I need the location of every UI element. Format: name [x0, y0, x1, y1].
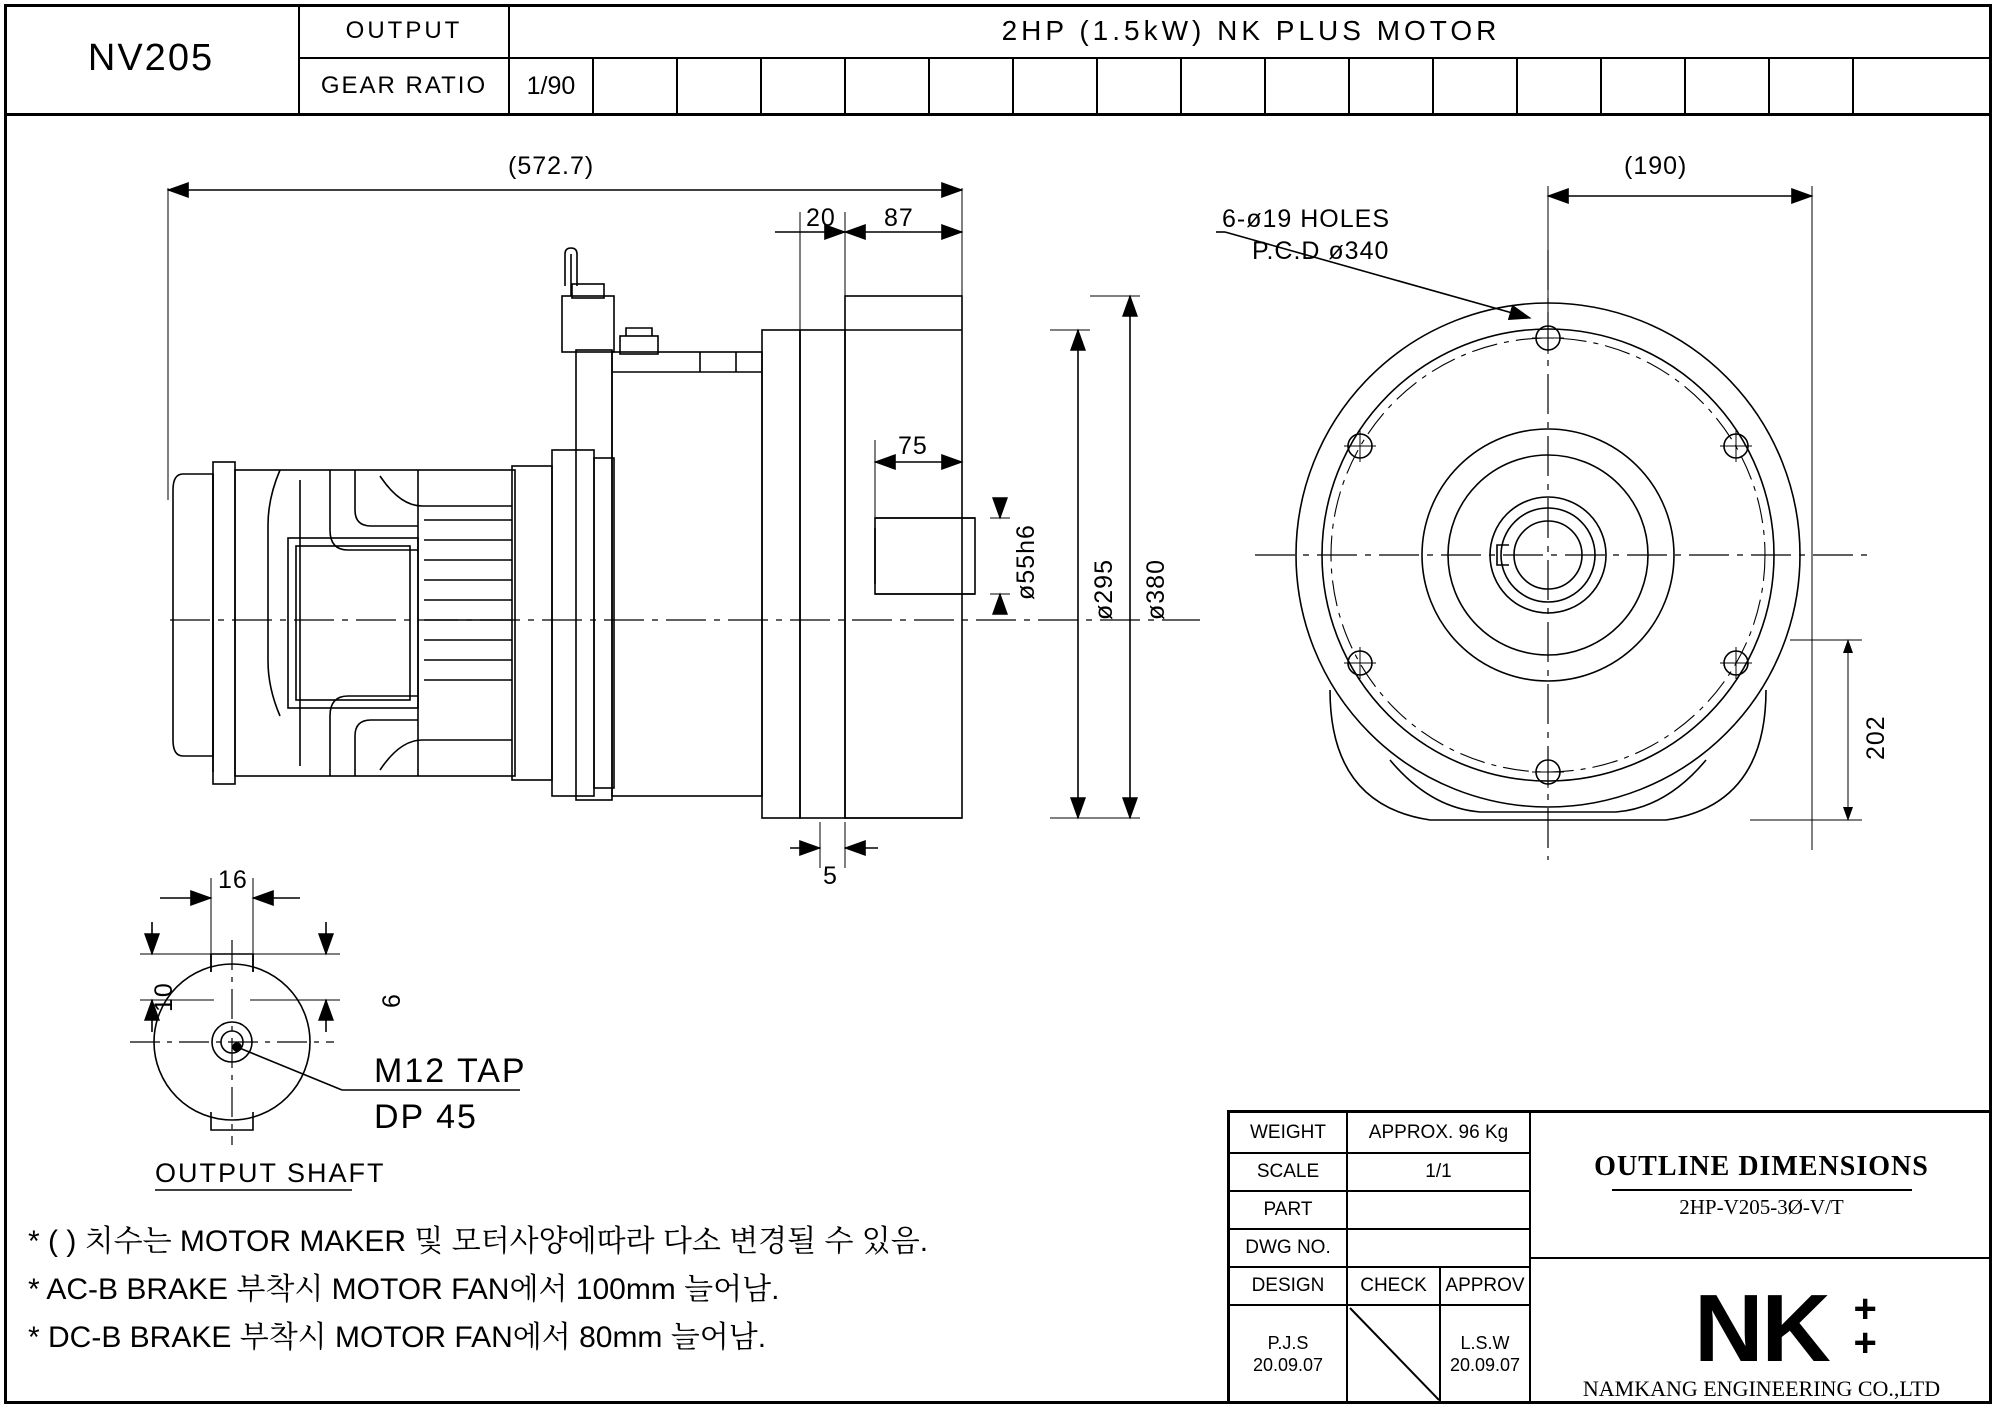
design-name: P.J.S [1267, 1333, 1309, 1353]
dim-key-depth-6: 6 [378, 993, 406, 1008]
output-shaft-detail [130, 878, 520, 1190]
side-view-assembly [168, 188, 1200, 868]
dim-75: 75 [898, 432, 928, 460]
dim-key-width: 16 [218, 866, 248, 894]
dim-202: 202 [1862, 715, 1890, 760]
gear-ratio-label: GEAR RATIO [300, 59, 510, 113]
dim-shaft-diameter: ø55h6 [1012, 524, 1040, 600]
approv-name: L.S.W [1460, 1333, 1510, 1353]
scale-value: 1/1 [1348, 1154, 1531, 1192]
title-block [1227, 1110, 1992, 1402]
design-signature [1230, 1306, 1348, 1402]
note-holes-count: 6-ø19 HOLES [1222, 205, 1391, 233]
title-underline [1612, 1189, 1912, 1191]
notes-block [28, 1218, 928, 1362]
front-view-assembly [1216, 186, 1870, 860]
note-pcd: P.C.D ø340 [1252, 237, 1390, 265]
tap-note-line1: M12 TAP [374, 1052, 527, 1090]
company-name: NAMKANG ENGINEERING CO.,LTD [1582, 1376, 1941, 1401]
dim-5: 5 [823, 862, 838, 890]
dwg-no-label: DWG NO. [1230, 1230, 1348, 1268]
plus-icon-top: + [1853, 1286, 1875, 1331]
check-slash [1348, 1306, 1441, 1402]
dim-87: 87 [884, 204, 914, 232]
approv-date: 20.09.07 [1449, 1355, 1521, 1375]
approv-signature [1441, 1306, 1531, 1402]
note-line: * AC-B BRAKE 부착시 MOTOR FAN에서 100mm 늘어남. [28, 1273, 780, 1306]
weight-label: WEIGHT [1230, 1113, 1348, 1154]
company-logo-block [1531, 1259, 1992, 1402]
drawing-title: OUTLINE DIMENSIONS [1594, 1150, 1929, 1182]
note-line: * DC-B BRAKE 부착시 MOTOR FAN에서 80mm 늘어남. [28, 1321, 767, 1354]
dim-front-width: (190) [1624, 152, 1688, 180]
part-value [1348, 1192, 1531, 1230]
dwg-no-value [1348, 1230, 1531, 1268]
part-label: PART [1230, 1192, 1348, 1230]
dim-key-depth-10: 10 [150, 982, 178, 1012]
output-label: OUTPUT [300, 4, 510, 59]
note-line: * ( ) 치수는 MOTOR MAKER 및 모터사양에따라 다소 변경될 수 있음. [28, 1225, 929, 1258]
design-label: DESIGN [1230, 1268, 1348, 1306]
dim-flange-diameter: ø380 [1142, 559, 1170, 620]
scale-label: SCALE [1230, 1154, 1348, 1192]
drawing-subtitle: 2HP-V205-3Ø-V/T [1679, 1194, 1844, 1219]
dim-overall-length: (572.7) [508, 152, 595, 180]
dim-20: 20 [806, 204, 836, 232]
drawing-title-area [1531, 1113, 1992, 1259]
nk-logo [1694, 1274, 1875, 1382]
model-designation: NV205 [4, 4, 300, 113]
tap-note-line2: DP 45 [374, 1098, 478, 1136]
output-shaft-caption: OUTPUT SHAFT [155, 1158, 386, 1188]
plus-icon-bottom: + [1853, 1320, 1875, 1365]
output-value: 2HP (1.5kW) NK PLUS MOTOR [510, 4, 1992, 59]
nk-logo-text: NK [1694, 1274, 1829, 1382]
dim-spigot-diameter: ø295 [1090, 559, 1118, 620]
weight-value: APPROX. 96 Kg [1348, 1113, 1531, 1154]
gear-ratio-cell: 1/90 [510, 59, 594, 113]
check-label: CHECK [1348, 1268, 1441, 1306]
design-date: 20.09.07 [1252, 1355, 1324, 1375]
approv-label: APPROV [1441, 1268, 1531, 1306]
